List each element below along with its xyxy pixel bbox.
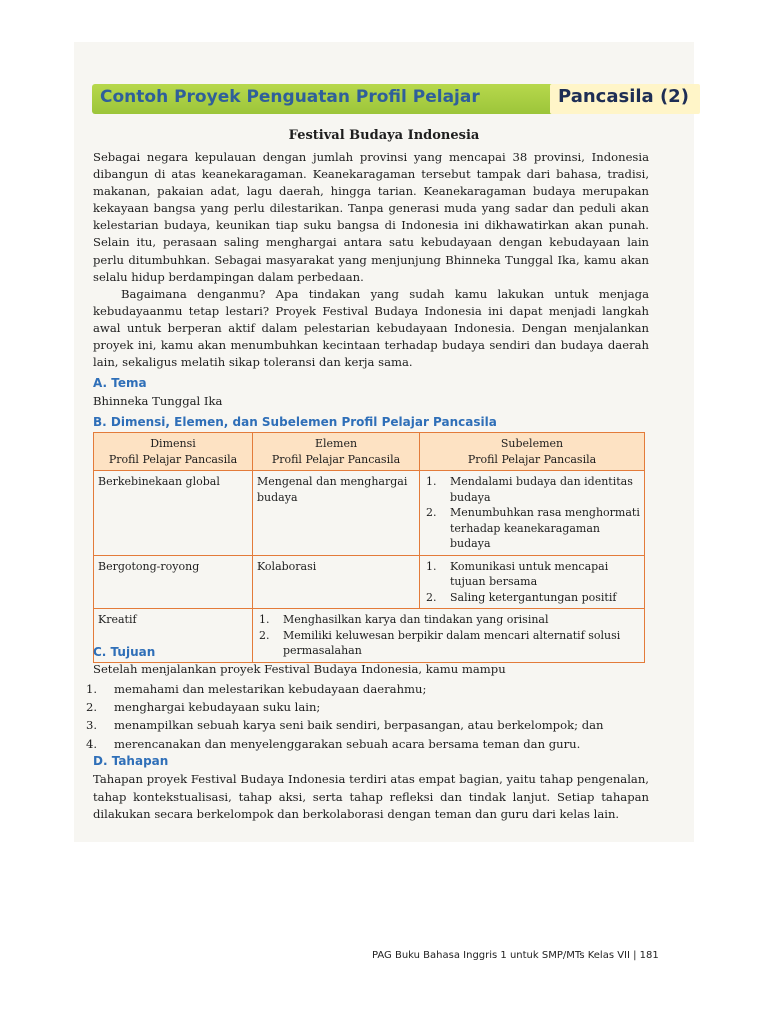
section-b-heading: B. Dimensi, Elemen, dan Subelemen Profil Pelajar Pancasila [93, 415, 497, 429]
table-row [94, 609, 645, 663]
page-title: Festival Budaya Indonesia [288, 128, 480, 143]
cell-merged: 1. Menghasilkan karya dan tindakan yang orisinal 2. Memiliki keluwesan berpikir dalam mencari alternatif solusi permasalahan [253, 609, 645, 663]
banner-badge-text: Pancasila (2) [558, 86, 689, 107]
intro-paragraph-1: Sebagai negara kepulauan dengan jumlah provinsi yang mencapai 38 provinsi, Indonesia dibangun di atas keanekaragaman. Keanekaragaman tersebut tampak dari bahasa, tradisi, makanan, pakaian adat, lagu daerah, hingga tarian. Keanekaragaman budaya merupakan kekayaan bangsa yang perlu dilestarikan. Tanpa generasi muda yang sadar dan peduli akan kelestarian budaya, keunikan tiap suku bangsa di Indonesia ini dikhawatirkan akan punah. Selain itu, perasaan saling menghargai antara satu kebudayaan dengan kebudayaan lain perlu ditumbuhkan. Sebagai masyarakat yang menjunjung Bhinneka Tunggal Ika, kamu akan selalu hidup berdampingan dalam perbedaan. [93, 150, 649, 284]
section-c-heading: C. Tujuan [93, 645, 156, 659]
banner-title: Contoh Proyek Penguatan Profil Pelajar [100, 87, 480, 107]
list-item: 4. merencanakan dan menyelenggarakan sebuah acara bersama teman dan guru. [86, 736, 581, 751]
page-footer: PAG Buku Bahasa Inggris 1 untuk SMP/MTs Kelas VII | 181 [372, 950, 659, 961]
cell-dimensi: Kreatif [94, 609, 253, 663]
table-row [94, 471, 645, 556]
section-d-text: Tahapan proyek Festival Budaya Indonesia terdiri atas empat bagian, yaitu tahap pengenalan, tahap kontekstualisasi, tahap aksi, serta tahap refleksi dan tindak lanjut. Setiap tahapan dilakukan secara berkelompok dan berkolaborasi dengan teman dan guru dari kelas lain. [93, 772, 649, 822]
section-a-heading: A. Tema [93, 376, 147, 390]
objective-list [86, 680, 656, 753]
header-subelemen: Subelemen Profil Pelajar Pancasila [420, 433, 645, 471]
list-item: 2. menghargai kebudayaan suku lain; [86, 700, 321, 715]
cell-elemen: Kolaborasi [253, 555, 420, 609]
cell-dimensi: Bergotong-royong [94, 555, 253, 609]
header-dimensi: Dimensi Profil Pelajar Pancasila [94, 433, 253, 471]
list-item: 3. menampilkan sebuah karya seni baik sendiri, berpasangan, atau berkelompok; dan [86, 718, 604, 733]
dimension-table [93, 432, 645, 663]
list-item: 1. memahami dan melestarikan kebudayaan daerahmu; [86, 682, 427, 696]
intro-paragraph-2: Bagaimana denganmu? Apa tindakan yang sudah kamu lakukan untuk menjaga kebudayaanmu tetap lestari? Proyek Festival Budaya Indonesia ini dapat menjadi langkah awal untuk berperan aktif dalam pelestarian kebudayaan Indonesia. Dengan menjalankan proyek ini, kamu akan menumbuhkan kecintaan terhadap budaya sendiri dan budaya daerah lain, sekaligus melatih sikap toleransi dan kerja sama. [93, 287, 649, 370]
section-a-text: Bhinneka Tunggal Ika [93, 394, 223, 408]
cell-subelemen: 1. Komunikasi untuk mencapai tujuan bersama 2. Saling ketergantungan positif [420, 555, 645, 609]
section-banner [92, 84, 689, 114]
banner-badge [550, 84, 700, 114]
cell-dimensi: Berkebinekaan global [94, 471, 253, 556]
cell-subelemen: 1. Mendalami budaya dan identitas budaya 2. Menumbuhkan rasa menghormati terhadap keanekaragaman budaya [420, 471, 645, 556]
cell-elemen: Mengenal dan menghargai budaya [253, 471, 420, 556]
table-header-row [94, 433, 645, 471]
section-d-heading: D. Tahapan [93, 754, 169, 768]
section-c-intro: Setelah menjalankan proyek Festival Budaya Indonesia, kamu mampu [93, 662, 506, 676]
table-row [94, 555, 645, 609]
header-elemen: Elemen Profil Pelajar Pancasila [253, 433, 420, 471]
